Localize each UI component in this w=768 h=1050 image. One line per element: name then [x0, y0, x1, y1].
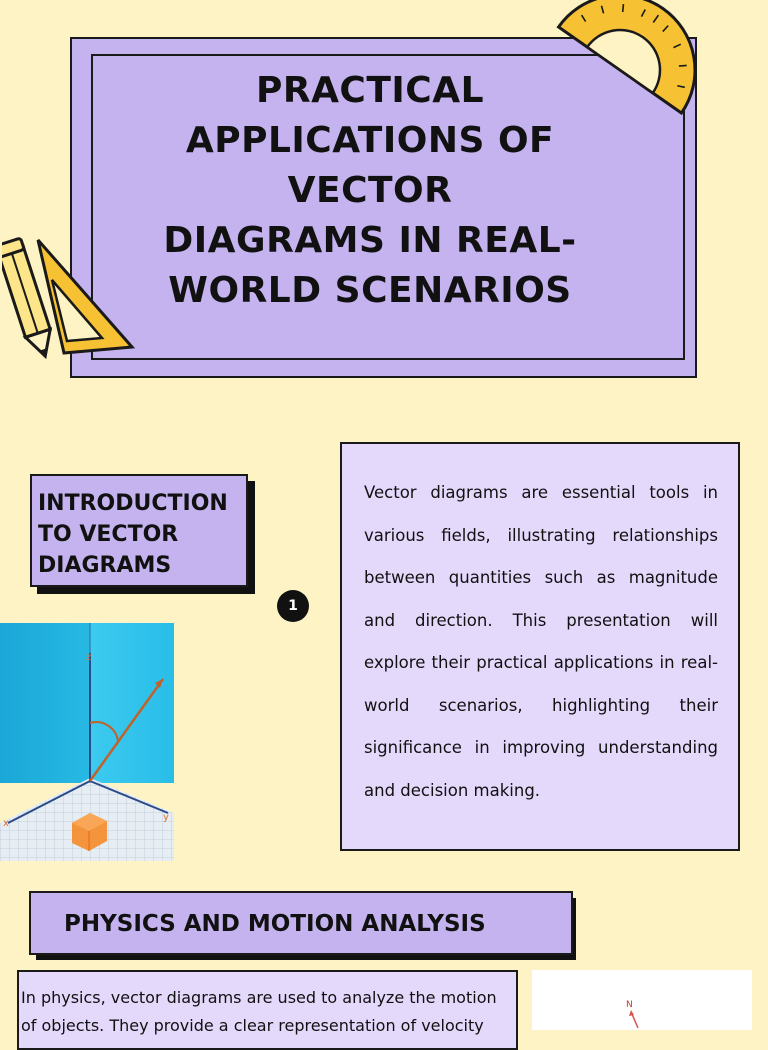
- intro-description-text: Vector diagrams are essential tools in various fields, illustrating relationships between quantities such as magnitude and direction. This presentation will explore their practical applications in real-world scenarios, highlighting their significance in improving understanding and decision making.: [364, 483, 718, 800]
- physics-heading-text: PHYSICS AND MOTION ANALYSIS: [64, 911, 486, 937]
- intro-line: INTRODUCTION: [38, 491, 228, 516]
- title-line: VECTOR: [287, 170, 453, 211]
- compass-north-label: N: [626, 1000, 633, 1010]
- axis-label-x: x: [3, 818, 9, 829]
- protractor-icon: [540, 0, 700, 140]
- compass-icon: [532, 970, 752, 1030]
- intro-line: DIAGRAMS: [38, 553, 172, 578]
- title-line: PRACTICAL: [255, 70, 485, 111]
- physics-description-box: [17, 970, 518, 1050]
- physics-text-line: of objects. They provide a clear representation of velocity: [21, 1016, 484, 1035]
- intro-line: TO VECTOR: [38, 522, 179, 547]
- axis-label-z: z: [86, 652, 92, 663]
- 3d-axes-image: [0, 623, 174, 861]
- axis-label-y: y: [163, 812, 169, 823]
- physics-text-line: In physics, vector diagrams are used to analyze the motion: [21, 988, 497, 1007]
- pencil-ruler-icon: [2, 235, 142, 365]
- compass-image: [532, 970, 752, 1030]
- physics-heading: [29, 891, 573, 955]
- intro-label: [30, 474, 248, 587]
- title-line: WORLD SCENARIOS: [168, 270, 572, 311]
- title-line: APPLICATIONS OF: [185, 120, 555, 161]
- section-number-badge: 1: [277, 590, 309, 622]
- intro-description-box: [340, 442, 740, 851]
- title-line: DIAGRAMS IN REAL-: [163, 220, 577, 261]
